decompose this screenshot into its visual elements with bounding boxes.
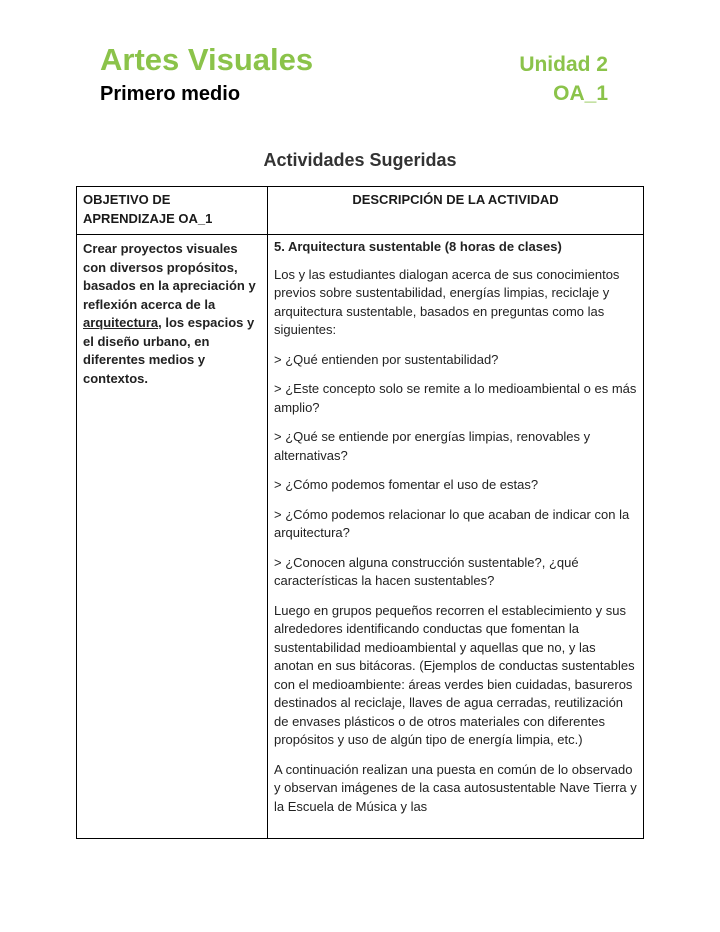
header-right <box>519 52 608 108</box>
question-item: > ¿Cómo podemos relacionar lo que acaban de indicar con la arquitectura? <box>274 506 630 540</box>
objective-column-header: OBJETIVO DE APRENDIZAJE OA_1 <box>77 187 268 235</box>
description-paragraph: A continuación realizan una puesta en común de lo observado y observan imágenes de la casa autosustentable Nave Tierra y la Escuela de Música y las <box>274 761 637 814</box>
activity-title: 5. Arquitectura sustentable (8 horas de clases) <box>274 239 562 254</box>
table-header-row <box>77 187 644 235</box>
question-item: > ¿Conocen alguna construcción sustentable?, ¿qué características la hacen sustentables? <box>274 554 579 588</box>
question-item: > ¿Qué se entiende por energías limpias, renovables y alternativas? <box>274 429 591 463</box>
question-item: > ¿Qué entienden por sustentabilidad? <box>274 351 499 367</box>
grade-level: Primero medio <box>100 83 241 105</box>
description-cell <box>268 235 644 839</box>
question-item: > ¿Cómo podemos fomentar el uso de estas? <box>274 477 539 492</box>
oa-label: OA_1 <box>553 82 608 105</box>
header-left <box>100 42 313 106</box>
unit-label: Unidad 2 <box>519 53 608 76</box>
description-paragraph: Los y las estudiantes dialogan acerca de sus conocimientos previos sobre sustentabilidad, energías limpias, reciclaje y arquitectura sustentable, basados en preguntas como las siguientes: <box>274 266 620 337</box>
subject-title: Artes Visuales <box>100 42 314 77</box>
activities-table <box>76 186 644 839</box>
objective-text-end: , los espacios y el diseño urbano, en diferentes medios y contextos. <box>83 315 255 386</box>
objective-underlined-term: arquitectura <box>83 315 159 330</box>
question-item: > ¿Este concepto solo se remite a lo medioambiental o es más amplio? <box>274 381 637 415</box>
section-title: Actividades Sugeridas <box>263 150 457 170</box>
description-column-header: DESCRIPCIÓN DE LA ACTIVIDAD <box>268 187 644 235</box>
description-paragraph: Luego en grupos pequeños recorren el establecimiento y sus alrededores identificando conductas que fomentan la sustentabilidad medioambiental y aquellas que no, y las anotan en sus bitácoras. (Ejemplos de conductas sustentables con el medioambiente: áreas verdes bien cuidadas, basureros destinados al reciclaje, llaves de agua cerradas, reutilización de envases plásticos o de otros materiales con diferentes propósitos y uso de algún tipo de energía limpia, etc.) <box>274 602 635 747</box>
objective-text: Crear proyectos visuales con diversos propósitos, basados en la apreciación y reflexión acerca de la <box>83 241 256 312</box>
table-row <box>77 235 644 839</box>
objective-cell <box>77 235 268 839</box>
